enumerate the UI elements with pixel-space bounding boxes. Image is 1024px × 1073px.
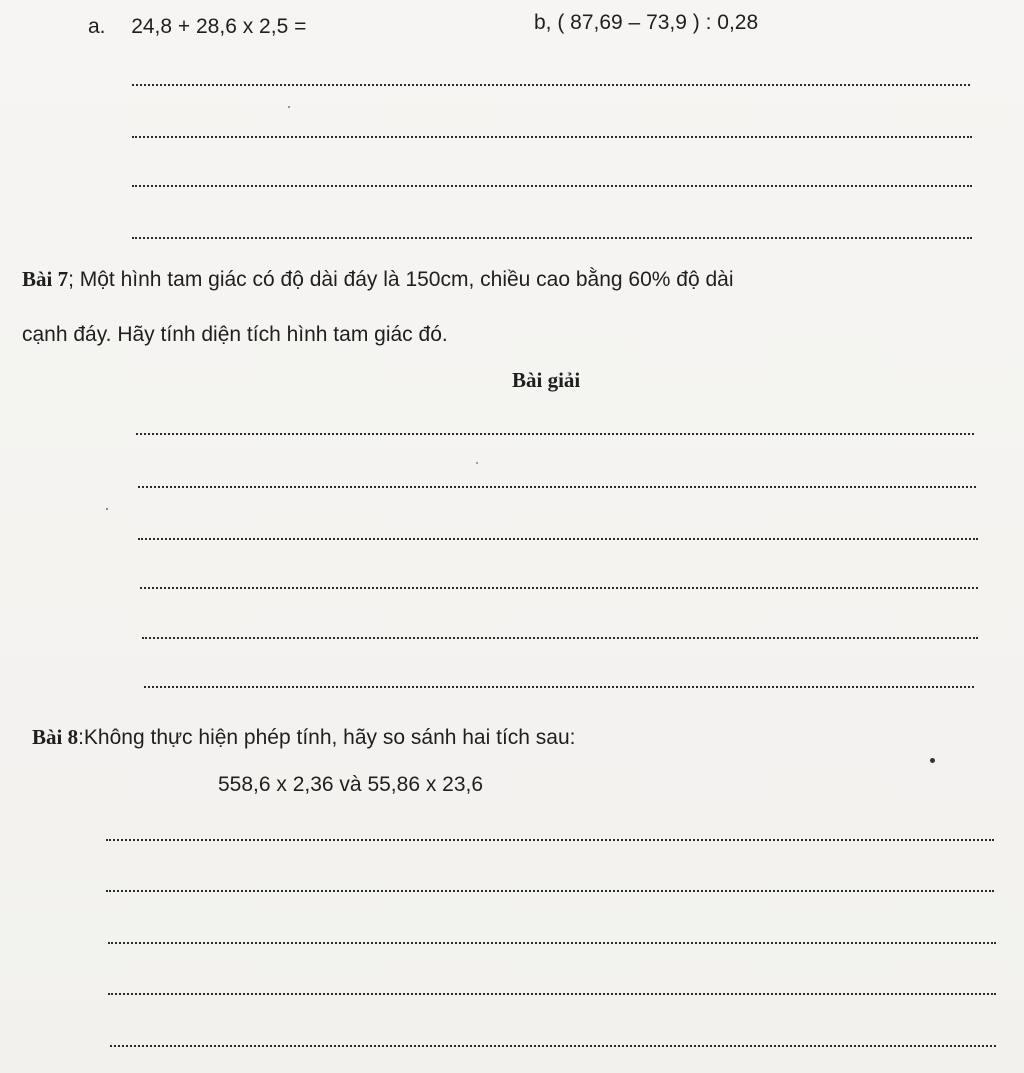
- bai7-text-line2: cạnh đáy. Hãy tính diện tích hình tam giác đó.: [22, 323, 448, 346]
- answer-line: [138, 486, 976, 488]
- answer-line: [108, 993, 996, 995]
- bai7-text-line1: ; Một hình tam giác có độ dài đáy là 150cm, chiều cao bằng 60% độ dài: [68, 268, 734, 291]
- answer-line: [132, 237, 972, 239]
- bai7-title: Bài 7: [22, 267, 69, 291]
- scan-speck: [106, 508, 108, 510]
- ink-speck: [930, 758, 935, 763]
- answer-line: [108, 942, 996, 944]
- scan-speck: [288, 106, 290, 108]
- answer-line: [106, 839, 994, 841]
- answer-line: [132, 84, 970, 86]
- bai8-comparison: 558,6 x 2,36 và 55,86 x 23,6: [218, 773, 484, 796]
- bai8-paragraph: [32, 724, 576, 751]
- answer-line: [144, 686, 974, 688]
- bai8-title: Bài 8: [32, 725, 79, 749]
- answer-line: [132, 185, 972, 187]
- scan-speck: [476, 462, 478, 464]
- answer-line: [136, 433, 974, 435]
- exercise-a-expression: 24,8 + 28,6 x 2,5 =: [131, 15, 307, 38]
- exercise-a: [88, 14, 306, 40]
- answer-line: [110, 1045, 996, 1047]
- bai8-text: :Không thực hiện phép tính, hãy so sánh hai tích sau:: [78, 726, 576, 749]
- bai7-paragraph: [22, 266, 734, 293]
- answer-line: [140, 587, 978, 589]
- answer-line: [138, 538, 978, 540]
- answer-line: [132, 136, 972, 138]
- answer-line: [142, 637, 978, 639]
- answer-line: [106, 890, 994, 892]
- exercise-a-label: a.: [88, 15, 106, 38]
- solution-heading: Bài giải: [512, 368, 581, 392]
- exercise-b-expression: b, ( 87,69 – 73,9 ) : 0,28: [534, 11, 759, 34]
